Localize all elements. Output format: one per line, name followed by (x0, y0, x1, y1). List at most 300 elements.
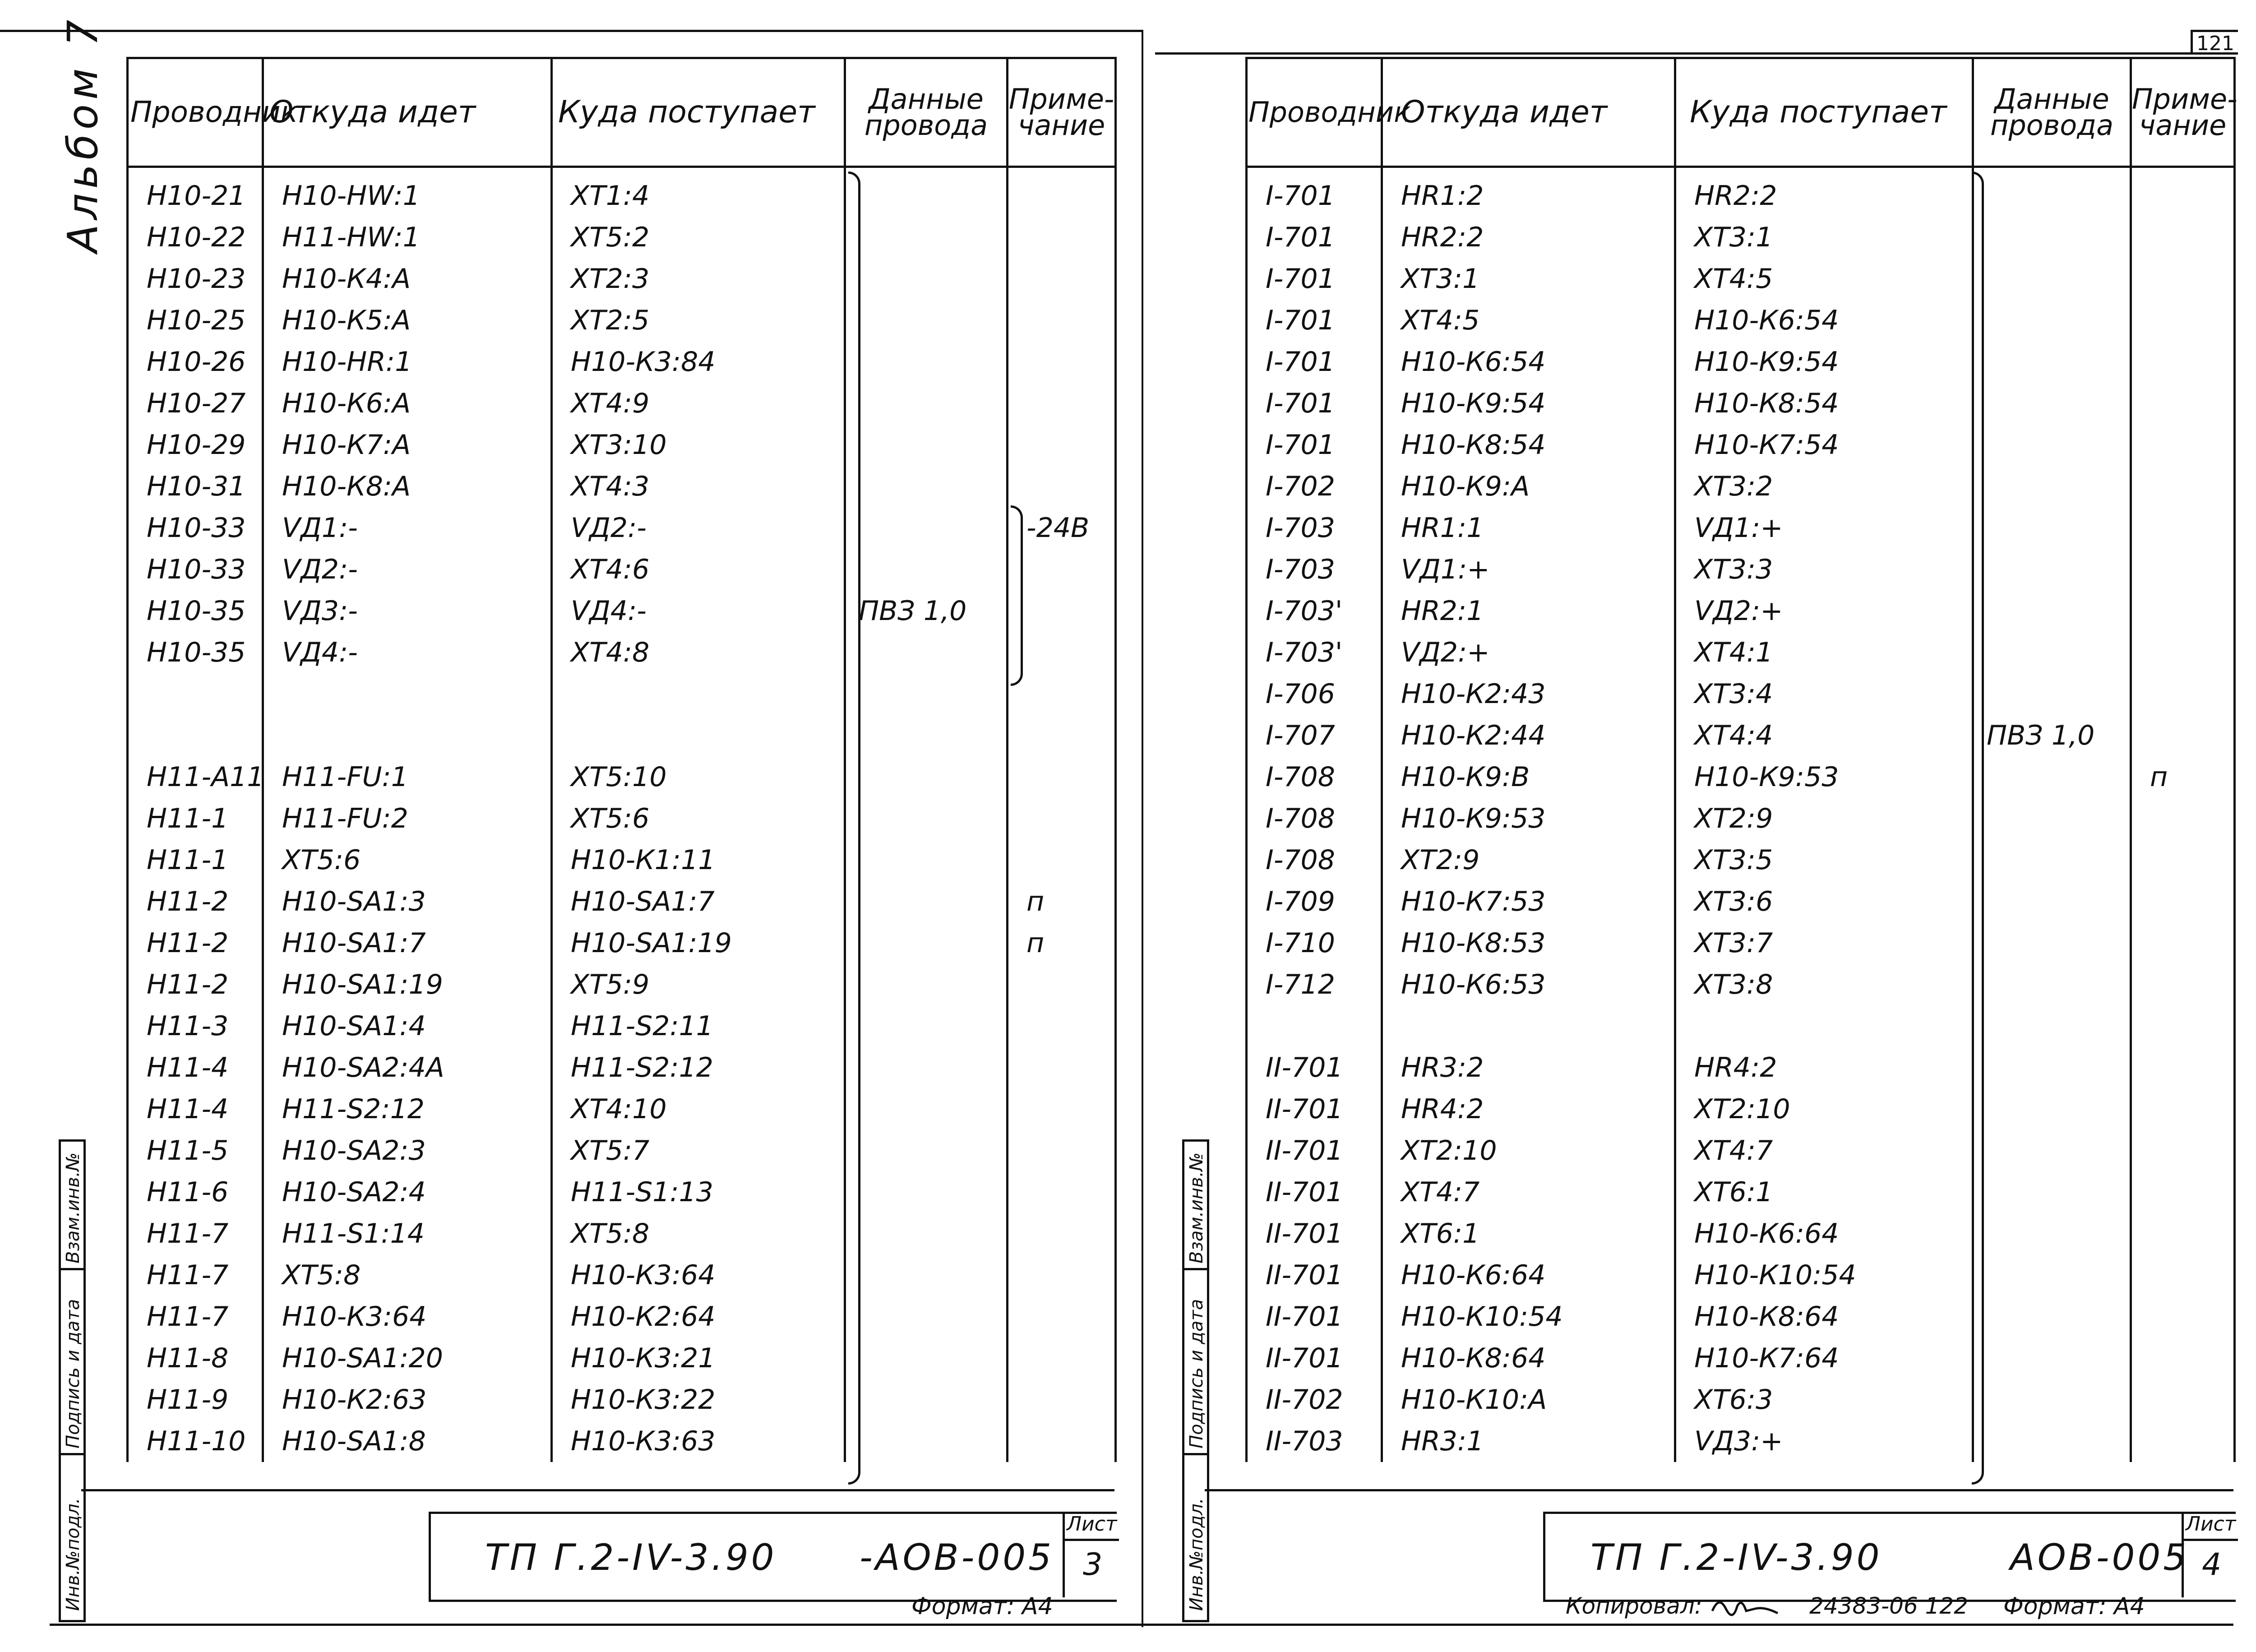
cell-wire: Н10-29 (128, 424, 263, 466)
cell-wire-data (845, 300, 1008, 341)
cell-note (1008, 549, 1116, 590)
cell-note (1008, 715, 1116, 756)
cell-to: XT5:10 (552, 756, 845, 798)
cell-note (1008, 383, 1116, 424)
cell-wire-data (1973, 798, 2131, 839)
cell-wire-data (1973, 383, 2131, 424)
table-row (1247, 1047, 2235, 1088)
cell-note (2131, 1337, 2235, 1379)
cell-to: XT5:9 (552, 964, 845, 1005)
cell-from: Н10-К6:54 (1382, 341, 1675, 383)
cell-wire-data (845, 839, 1008, 881)
cell-note (1008, 673, 1116, 715)
cell-from: Н10-К2:43 (1382, 673, 1675, 715)
cell-to: Н10-К3:63 (552, 1421, 845, 1462)
cell-note (2131, 466, 2235, 507)
cell-note (1008, 756, 1116, 798)
table-row (1247, 1005, 2235, 1047)
header-wire-data: Данные провода (845, 58, 1008, 167)
cell-to: XT4:1 (1675, 632, 1973, 673)
table-row (1247, 1296, 2235, 1337)
table-row (128, 798, 1116, 839)
cell-note (2131, 167, 2235, 217)
cell-to: XT6:3 (1675, 1379, 1973, 1421)
table-row (1247, 466, 2235, 507)
cell-to: Н10-К6:64 (1675, 1213, 1973, 1254)
table-row (128, 1254, 1116, 1296)
cell-wire-data (845, 258, 1008, 300)
table-row (128, 590, 1116, 632)
table-row (128, 922, 1116, 964)
table-row (128, 964, 1116, 1005)
cell-wire: II-701 (1247, 1130, 1382, 1171)
right-order-number: 24383-06 122 (1809, 1593, 1969, 1619)
right-doc-code: АОВ-005 (2010, 1536, 2189, 1578)
cell-to: Н10-К3:84 (552, 341, 845, 383)
cell-wire: I-701 (1247, 341, 1382, 383)
table-row (1247, 964, 2235, 1005)
table-row (1247, 881, 2235, 922)
cell-wire-data (1973, 258, 2131, 300)
cell-note (1008, 466, 1116, 507)
left-side-stamp (59, 1139, 86, 1622)
cell-to: XT4:10 (552, 1088, 845, 1130)
header-wire: Проводник (1247, 58, 1382, 167)
cell-from: Н10-SA2:3 (263, 1130, 552, 1171)
cell-from: VД2:+ (1382, 632, 1675, 673)
cell-note (1008, 217, 1116, 258)
header-wire: Проводник (128, 58, 263, 167)
cell-note (2131, 839, 2235, 881)
table-row (1247, 756, 2235, 798)
cell-wire-data (845, 466, 1008, 507)
table-row (128, 507, 1116, 549)
table-row (1247, 922, 2235, 964)
cell-note (2131, 1047, 2235, 1088)
cell-to: XT3:6 (1675, 881, 1973, 922)
cell-wire: Н11-10 (128, 1421, 263, 1462)
cell-note (1008, 1337, 1116, 1379)
cell-from: НR2:1 (1382, 590, 1675, 632)
cell-to: XT4:4 (1675, 715, 1973, 756)
cell-from: Н11-S1:14 (263, 1213, 552, 1254)
cell-wire: Н11-1 (128, 798, 263, 839)
cell-wire-data (1973, 673, 2131, 715)
cell-from: Н10-К8:54 (1382, 424, 1675, 466)
top-rule-left (0, 30, 1142, 32)
cell-wire-data (845, 715, 1008, 756)
cell-from: Н10-К6:64 (1382, 1254, 1675, 1296)
cell-to: XT3:7 (1675, 922, 1973, 964)
table-row (1247, 1254, 2235, 1296)
cell-note (2131, 1379, 2235, 1421)
table-row (128, 632, 1116, 673)
cell-wire-data (845, 424, 1008, 466)
cell-note (2131, 1171, 2235, 1213)
cell-from: Н10-К8:53 (1382, 922, 1675, 964)
table-row (1247, 715, 2235, 756)
cell-wire-data (1973, 632, 2131, 673)
cell-wire-data: ПВЗ 1,0 (1973, 715, 2131, 756)
header-from: Откуда идет (263, 58, 552, 167)
cell-from: Н10-К3:64 (263, 1296, 552, 1337)
cell-note (2131, 1421, 2235, 1462)
cell-wire: Н10-31 (128, 466, 263, 507)
cell-wire-data (845, 673, 1008, 715)
cell-note (1008, 424, 1116, 466)
center-divider (1142, 30, 1143, 1627)
cell-to: НR2:2 (1675, 167, 1973, 217)
cell-to: Н10-К8:54 (1675, 383, 1973, 424)
cell-note (2131, 798, 2235, 839)
cell-to (1675, 1005, 1973, 1047)
cell-from (263, 715, 552, 756)
cell-wire: Н10-33 (128, 549, 263, 590)
cell-to: XT3:3 (1675, 549, 1973, 590)
cell-from: Н10-SA1:3 (263, 881, 552, 922)
cell-wire: Н11-7 (128, 1213, 263, 1254)
cell-from: Н10-SA1:8 (263, 1421, 552, 1462)
table-row (128, 258, 1116, 300)
cell-wire-data (1973, 300, 2131, 341)
cell-note: п (2131, 756, 2235, 798)
cell-wire-data (1973, 964, 2131, 1005)
cell-note (2131, 217, 2235, 258)
cell-from: VД1:+ (1382, 549, 1675, 590)
cell-from: VД1:- (263, 507, 552, 549)
left-table-body (128, 167, 1116, 1462)
cell-note (1008, 1254, 1116, 1296)
left-stamp-inv-orig: Инв.№подл. (63, 1498, 83, 1611)
cell-from: Н10-К9:54 (1382, 383, 1675, 424)
cell-to: Н10-SA1:19 (552, 922, 845, 964)
table-row (1247, 673, 2235, 715)
cell-wire: Н11-2 (128, 964, 263, 1005)
cell-from: Н10-К4:А (263, 258, 552, 300)
cell-from: Н10-К10:А (1382, 1379, 1675, 1421)
cell-wire: Н11-3 (128, 1005, 263, 1047)
cell-wire-data (845, 922, 1008, 964)
cell-from: XT3:1 (1382, 258, 1675, 300)
cell-to (552, 715, 845, 756)
cell-wire: I-712 (1247, 964, 1382, 1005)
copier-signature (1710, 1593, 1782, 1622)
cell-note (2131, 258, 2235, 300)
table-row (128, 1047, 1116, 1088)
cell-wire: I-701 (1247, 258, 1382, 300)
cell-from: НR3:2 (1382, 1047, 1675, 1088)
table-row (128, 1337, 1116, 1379)
cell-note (1008, 839, 1116, 881)
top-rule-right (1155, 52, 2238, 55)
left-title-block (429, 1512, 1117, 1602)
cell-wire: Н11-1 (128, 839, 263, 881)
cell-wire-data (845, 217, 1008, 258)
cell-note (1008, 1047, 1116, 1088)
left-frame-line (81, 1489, 1114, 1491)
cell-note: п (1008, 881, 1116, 922)
cell-wire: II-701 (1247, 1296, 1382, 1337)
cell-wire-data: ПВЗ 1,0 (845, 590, 1008, 632)
cell-wire: I-701 (1247, 383, 1382, 424)
cell-from: НR1:2 (1382, 167, 1675, 217)
cell-note (2131, 1130, 2235, 1171)
cell-from: Н10-К10:54 (1382, 1296, 1675, 1337)
cell-wire-data (1973, 507, 2131, 549)
cell-wire: Н11-2 (128, 922, 263, 964)
table-row (1247, 300, 2235, 341)
table-row (1247, 383, 2235, 424)
cell-to: XT4:5 (1675, 258, 1973, 300)
cell-note (2131, 507, 2235, 549)
cell-to: XT3:4 (1675, 673, 1973, 715)
right-side-stamp (1182, 1139, 1209, 1622)
left-title-code: ТП Г.2-IV-3.90 (485, 1536, 777, 1578)
cell-to: VД2:+ (1675, 590, 1973, 632)
cell-wire: Н11-7 (128, 1254, 263, 1296)
cell-wire-data (845, 549, 1008, 590)
cell-from: Н10-К7:А (263, 424, 552, 466)
cell-from: XT2:9 (1382, 839, 1675, 881)
page-number: 121 (2191, 30, 2238, 55)
cell-wire: I-703 (1247, 507, 1382, 549)
header-note: Приме- чание (1008, 58, 1116, 167)
cell-note (1008, 1088, 1116, 1130)
cell-to: Н10-К9:53 (1675, 756, 1973, 798)
cell-wire-data (1973, 839, 2131, 881)
cell-wire-data (1973, 756, 2131, 798)
table-row (128, 424, 1116, 466)
cell-from: Н10-SA2:4 (263, 1171, 552, 1213)
cell-note (2131, 1088, 2235, 1130)
cell-wire: I-708 (1247, 756, 1382, 798)
cell-to: Н11-S2:12 (552, 1047, 845, 1088)
cell-from: Н10-HW:1 (263, 167, 552, 217)
cell-to: VД1:+ (1675, 507, 1973, 549)
cell-from: Н10-К7:53 (1382, 881, 1675, 922)
cell-note (2131, 383, 2235, 424)
right-title-code: ТП Г.2-IV-3.90 (1590, 1536, 1882, 1578)
cell-wire: I-709 (1247, 881, 1382, 922)
cell-wire-data (845, 1130, 1008, 1171)
cell-note (1008, 167, 1116, 217)
cell-note (1008, 1296, 1116, 1337)
cell-note (2131, 881, 2235, 922)
cell-wire (1247, 1005, 1382, 1047)
cell-wire-data (1973, 167, 2131, 217)
cell-to: Н10-К8:64 (1675, 1296, 1973, 1337)
cell-wire: II-701 (1247, 1213, 1382, 1254)
cell-to: XT3:8 (1675, 964, 1973, 1005)
cell-wire-data (845, 1254, 1008, 1296)
bottom-rule (50, 1624, 2233, 1626)
cell-from: Н10-SA1:19 (263, 964, 552, 1005)
cell-from: Н10-SA2:4А (263, 1047, 552, 1088)
table-row (1247, 590, 2235, 632)
table-row (1247, 1171, 2235, 1213)
cell-from: XT5:8 (263, 1254, 552, 1296)
cell-wire-data (1973, 1421, 2131, 1462)
cell-from: Н10-К6:А (263, 383, 552, 424)
cell-note (1008, 1171, 1116, 1213)
cell-wire-data (845, 1171, 1008, 1213)
cell-from: Н10-SA1:4 (263, 1005, 552, 1047)
cell-to: Н10-SA1:7 (552, 881, 845, 922)
right-format-label: Формат: А4 (2003, 1593, 2145, 1620)
table-row (128, 839, 1116, 881)
cell-to: XT5:7 (552, 1130, 845, 1171)
header-to: Куда поступает (1675, 58, 1973, 167)
table-row (128, 1213, 1116, 1254)
cell-wire-data (1973, 1337, 2131, 1379)
cell-wire-data (845, 881, 1008, 922)
cell-to: XT2:5 (552, 300, 845, 341)
header-from: Откуда идет (1382, 58, 1675, 167)
cell-wire-data (1973, 341, 2131, 383)
cell-from: Н11-S2:12 (263, 1088, 552, 1130)
cell-from: НR4:2 (1382, 1088, 1675, 1130)
cell-to: XT3:10 (552, 424, 845, 466)
cell-wire: I-708 (1247, 798, 1382, 839)
cell-wire: II-703 (1247, 1421, 1382, 1462)
cell-note (2131, 673, 2235, 715)
cell-note (1008, 798, 1116, 839)
cell-from: Н10-К9:В (1382, 756, 1675, 798)
cell-to: XT4:3 (552, 466, 845, 507)
cell-to: Н10-К6:54 (1675, 300, 1973, 341)
cell-from: Н10-К6:53 (1382, 964, 1675, 1005)
cell-to: Н10-К3:64 (552, 1254, 845, 1296)
cell-wire-data (1973, 1005, 2131, 1047)
cell-from: Н10-К2:63 (263, 1379, 552, 1421)
cell-note (2131, 1254, 2235, 1296)
cell-note (1008, 590, 1116, 632)
cell-to: Н10-К9:54 (1675, 341, 1973, 383)
cell-note (1008, 1130, 1116, 1171)
cell-to: XT4:8 (552, 632, 845, 673)
cell-wire-data (1973, 1047, 2131, 1088)
cell-wire-data (845, 1213, 1008, 1254)
right-frame-line (1205, 1489, 2233, 1491)
cell-note: -24В (1008, 507, 1116, 549)
cell-from: XT6:1 (1382, 1213, 1675, 1254)
right-sheet-label: Лист (2186, 1513, 2236, 1536)
right-table-body (1247, 167, 2235, 1462)
cell-from: Н11-HW:1 (263, 217, 552, 258)
cell-wire: II-701 (1247, 1088, 1382, 1130)
cell-from: Н10-SA1:7 (263, 922, 552, 964)
cell-to: XT4:9 (552, 383, 845, 424)
cell-from: Н10-К8:64 (1382, 1337, 1675, 1379)
cell-wire-data (845, 167, 1008, 217)
cell-wire-data (845, 1337, 1008, 1379)
cell-to: XT3:2 (1675, 466, 1973, 507)
cell-to (552, 673, 845, 715)
cell-wire-data (845, 1005, 1008, 1047)
table-row (1247, 424, 2235, 466)
table-row (128, 881, 1116, 922)
cell-to: VД3:+ (1675, 1421, 1973, 1462)
cell-note (2131, 590, 2235, 632)
cell-wire-data (1973, 881, 2131, 922)
cell-to: XT4:7 (1675, 1130, 1973, 1171)
table-row (1247, 1379, 2235, 1421)
table-row (128, 1379, 1116, 1421)
right-wiring-table (1245, 57, 2236, 1462)
table-row (128, 715, 1116, 756)
cell-from: НR3:1 (1382, 1421, 1675, 1462)
cell-to: Н10-К7:54 (1675, 424, 1973, 466)
cell-wire: Н11-8 (128, 1337, 263, 1379)
left-format-label: Формат: А4 (911, 1593, 1053, 1620)
cell-note (2131, 300, 2235, 341)
cell-note (1008, 964, 1116, 1005)
cell-to: Н10-К2:64 (552, 1296, 845, 1337)
cell-to: VД4:- (552, 590, 845, 632)
right-sheet (1245, 57, 2236, 1462)
cell-note: п (1008, 922, 1116, 964)
cell-wire: I-701 (1247, 424, 1382, 466)
cell-wire: I-701 (1247, 300, 1382, 341)
cell-note (2131, 549, 2235, 590)
table-row (128, 1171, 1116, 1213)
cell-wire: Н10-35 (128, 632, 263, 673)
header-to: Куда поступает (552, 58, 845, 167)
cell-wire: Н10-33 (128, 507, 263, 549)
right-sheet-box (2182, 1512, 2238, 1597)
cell-from: VД3:- (263, 590, 552, 632)
cell-to: XT3:5 (1675, 839, 1973, 881)
cell-wire: Н10-21 (128, 167, 263, 217)
table-row (128, 549, 1116, 590)
table-row (128, 300, 1116, 341)
right-wire-data-brace (1972, 171, 1984, 1485)
cell-from: Н11-FU:1 (263, 756, 552, 798)
table-row (128, 167, 1116, 217)
cell-wire: Н11-4 (128, 1047, 263, 1088)
right-sheet-number: 4 (2202, 1547, 2222, 1583)
cell-wire-data (1973, 466, 2131, 507)
cell-to: XT5:6 (552, 798, 845, 839)
cell-wire-data (1973, 217, 2131, 258)
cell-wire: Н11-2 (128, 881, 263, 922)
cell-wire-data (1973, 922, 2131, 964)
cell-note (2131, 424, 2235, 466)
cell-note (1008, 1379, 1116, 1421)
table-row (128, 341, 1116, 383)
table-row (128, 756, 1116, 798)
table-row (1247, 507, 2235, 549)
cell-to: XT5:2 (552, 217, 845, 258)
right-copied-label: Копировал: (1566, 1593, 1702, 1619)
cell-to: XT3:1 (1675, 217, 1973, 258)
cell-from (1382, 1005, 1675, 1047)
cell-to: Н10-К7:64 (1675, 1337, 1973, 1379)
cell-wire-data (1973, 1213, 2131, 1254)
left-note-brace (1011, 505, 1023, 686)
header-note: Приме- чание (2131, 58, 2235, 167)
cell-from: XT2:10 (1382, 1130, 1675, 1171)
table-row (128, 1005, 1116, 1047)
cell-wire-data (1973, 424, 2131, 466)
cell-wire-data (845, 1421, 1008, 1462)
cell-wire: I-703 (1247, 549, 1382, 590)
cell-wire: Н10-26 (128, 341, 263, 383)
cell-to: XT2:3 (552, 258, 845, 300)
cell-wire: I-706 (1247, 673, 1382, 715)
table-row (1247, 1213, 2235, 1254)
cell-wire: Н10-35 (128, 590, 263, 632)
